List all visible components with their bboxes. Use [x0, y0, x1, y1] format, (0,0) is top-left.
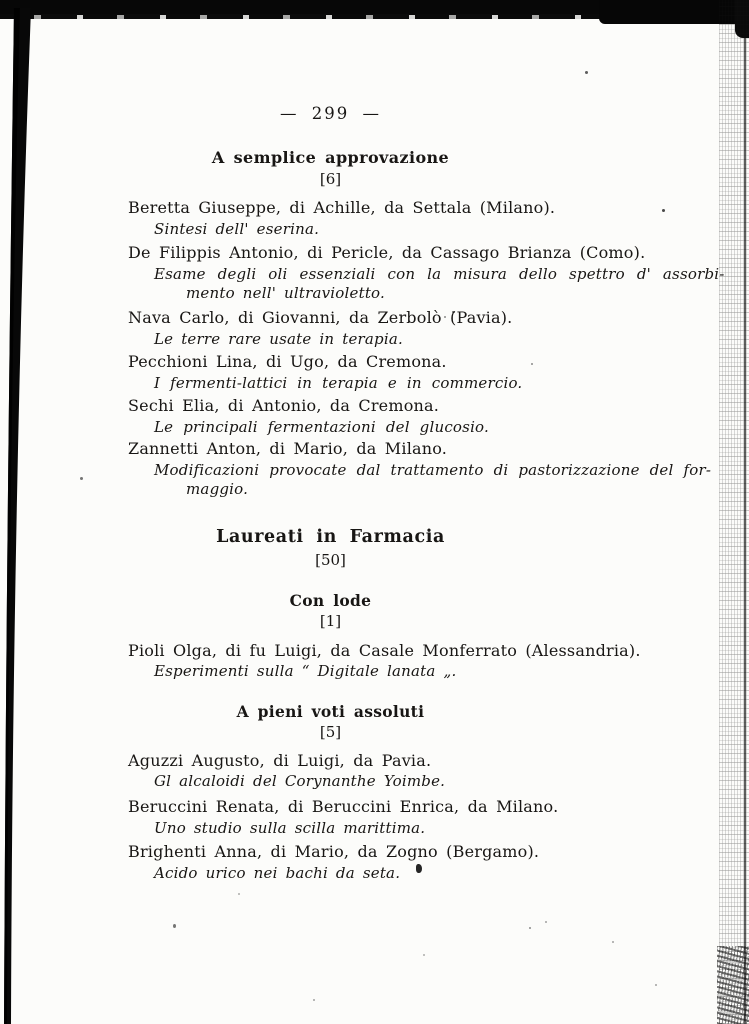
thesis-title: I fermenti-lattici in terapia e in commercio.: [154, 374, 523, 392]
graduate-name: Brighenti Anna, di Mario, da Zogno (Bergamo).: [128, 842, 540, 861]
graduate-name: Pioli Olga, di fu Luigi, da Casale Monferrato (Alessandria).: [128, 641, 641, 660]
scan-speck: [545, 921, 547, 923]
scan-right-edge-line: [744, 20, 746, 1024]
graduate-name: Aguzzi Augusto, di Luigi, da Pavia.: [128, 751, 432, 770]
scan-speck: [529, 927, 531, 929]
thesis-title: Acido urico nei bachi da seta.: [154, 864, 401, 882]
thesis-title: Sintesi dell' eserina.: [154, 220, 320, 238]
scan-speck: [423, 954, 425, 956]
scan-speck: [80, 477, 83, 480]
scan-speck: [655, 984, 657, 986]
thesis-title: Modificazioni provocate dal trattamento di pastorizzazione del for-: [154, 461, 712, 479]
graduate-name: Zannetti Anton, di Mario, da Milano.: [128, 439, 448, 458]
scan-speck: [173, 924, 176, 928]
scan-speck: [662, 209, 665, 212]
section-count: [50]: [315, 551, 346, 569]
scan-speck: [238, 893, 240, 895]
subsection-count: [1]: [319, 612, 342, 630]
thesis-title-continuation: maggio.: [186, 480, 249, 498]
graduate-name: De Filippis Antonio, di Pericle, da Cassago Brianza (Como).: [128, 243, 646, 262]
scan-binding-shadow: [0, 0, 40, 1024]
graduate-name: Pecchioni Lina, di Ugo, da Cremona.: [128, 352, 447, 371]
scan-speck: [585, 71, 588, 74]
graduate-name: Beretta Giuseppe, di Achille, da Settala (Milano).: [128, 198, 556, 217]
graduate-name: Beruccini Renata, di Beruccini Enrica, da Milano.: [128, 797, 559, 816]
thesis-title-continuation: mento nell' ultravioletto.: [186, 284, 385, 302]
subsection-title-pieni-voti: A pieni voti assoluti: [236, 702, 425, 721]
subsection-count: [5]: [319, 723, 342, 741]
section-title-laureati-farmacia: Laureati in Farmacia: [216, 527, 445, 547]
section-count: [6]: [319, 170, 342, 188]
page-number: — 299 —: [280, 104, 381, 123]
subsection-title-con-lode: Con lode: [289, 591, 372, 610]
thesis-title: Esame degli oli essenziali con la misura dello spettro d' assorbi-: [154, 265, 725, 283]
section-title-semplice-approvazione: A semplice approvazione: [211, 148, 450, 167]
scan-speck: [313, 999, 315, 1001]
graduate-name: Nava Carlo, di Giovanni, da Zerbolò (Pavia).: [128, 308, 513, 327]
scan-speck: [612, 941, 614, 943]
scan-right-bottom-noise: [717, 946, 749, 1024]
thesis-title: Esperimenti sulla “ Digitale lanata „.: [154, 662, 457, 680]
thesis-title: Le terre rare usate in terapia.: [154, 330, 403, 348]
graduate-name: Sechi Elia, di Antonio, da Cremona.: [128, 396, 440, 415]
thesis-title: Gl alcaloidi del Corynanthe Yoimbe.: [154, 772, 446, 790]
thesis-title: Uno studio sulla scilla marittima.: [154, 819, 426, 837]
thesis-title: Le principali fermentazioni del glucosio.: [154, 418, 489, 436]
